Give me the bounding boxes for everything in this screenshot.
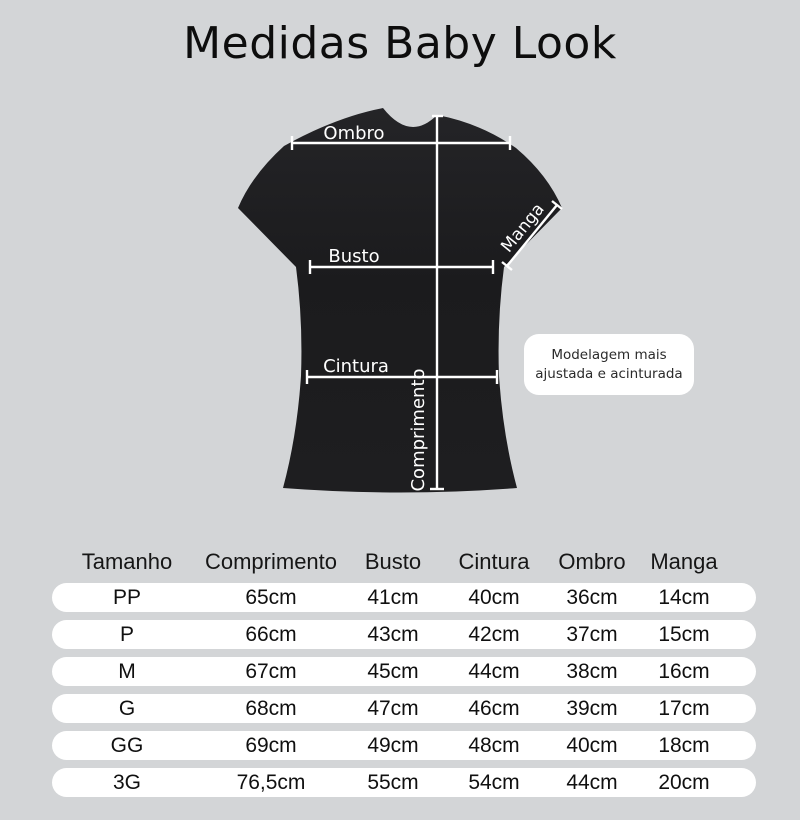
tshirt-shape bbox=[238, 108, 562, 493]
fit-note-line1: Modelagem mais bbox=[551, 346, 667, 363]
table-cell: 17cm bbox=[658, 696, 710, 720]
table-row bbox=[52, 657, 756, 686]
table-row bbox=[52, 768, 756, 797]
table-cell: 76,5cm bbox=[236, 770, 306, 794]
table-row bbox=[52, 620, 756, 649]
table-cell: 18cm bbox=[658, 733, 710, 757]
fit-note-line2: ajustada e acinturada bbox=[535, 365, 683, 382]
table-cell: 40cm bbox=[468, 585, 520, 609]
table-cell: 41cm bbox=[367, 585, 419, 609]
cintura-label: Cintura bbox=[323, 356, 389, 377]
table-cell: 48cm bbox=[468, 733, 520, 757]
table-cell: 46cm bbox=[468, 696, 520, 720]
table-cell: 54cm bbox=[468, 770, 520, 794]
table-cell: 40cm bbox=[566, 733, 618, 757]
table-cell: 37cm bbox=[566, 622, 618, 646]
comprimento-label: Comprimento bbox=[408, 368, 429, 492]
ombro-label: Ombro bbox=[323, 123, 385, 144]
table-cell: 65cm bbox=[245, 585, 297, 609]
table-cell: PP bbox=[112, 585, 141, 609]
table-cell: GG bbox=[110, 733, 144, 757]
busto-label: Busto bbox=[328, 246, 380, 267]
table-cell: 49cm bbox=[367, 733, 419, 757]
fit-note bbox=[524, 334, 694, 395]
table-cell: 20cm bbox=[658, 770, 710, 794]
header-cell: Busto bbox=[364, 549, 422, 574]
table-cell: 38cm bbox=[566, 659, 618, 683]
page-title: Medidas Baby Look bbox=[183, 18, 617, 69]
table-row bbox=[52, 694, 756, 723]
size-table bbox=[52, 545, 756, 805]
table-cell: 47cm bbox=[367, 696, 419, 720]
table-cell: 36cm bbox=[566, 585, 618, 609]
table-cell: 67cm bbox=[245, 659, 297, 683]
header-cell: Comprimento bbox=[204, 549, 338, 574]
table-cell: M bbox=[118, 659, 136, 683]
table-cell: 44cm bbox=[566, 770, 618, 794]
table-cell: 3G bbox=[112, 770, 141, 794]
size-table-body bbox=[52, 583, 756, 797]
size-table-header bbox=[52, 545, 756, 579]
table-cell: G bbox=[118, 696, 136, 720]
table-cell: 43cm bbox=[367, 622, 419, 646]
table-cell: 45cm bbox=[367, 659, 419, 683]
table-row bbox=[52, 583, 756, 612]
manga-label: Manga bbox=[497, 199, 549, 257]
header-cell: Cintura bbox=[458, 549, 530, 574]
header-cell: Tamanho bbox=[81, 549, 173, 574]
table-cell: 14cm bbox=[658, 585, 710, 609]
table-cell: 39cm bbox=[566, 696, 618, 720]
header-cell: Manga bbox=[650, 549, 718, 574]
table-cell: 15cm bbox=[658, 622, 710, 646]
table-cell: P bbox=[119, 622, 134, 646]
table-cell: 55cm bbox=[367, 770, 419, 794]
table-cell: 16cm bbox=[658, 659, 710, 683]
header-cell: Ombro bbox=[558, 549, 626, 574]
table-row bbox=[52, 731, 756, 760]
table-cell: 66cm bbox=[245, 622, 297, 646]
table-cell: 42cm bbox=[468, 622, 520, 646]
table-cell: 69cm bbox=[245, 733, 297, 757]
table-cell: 44cm bbox=[468, 659, 520, 683]
table-cell: 68cm bbox=[245, 696, 297, 720]
